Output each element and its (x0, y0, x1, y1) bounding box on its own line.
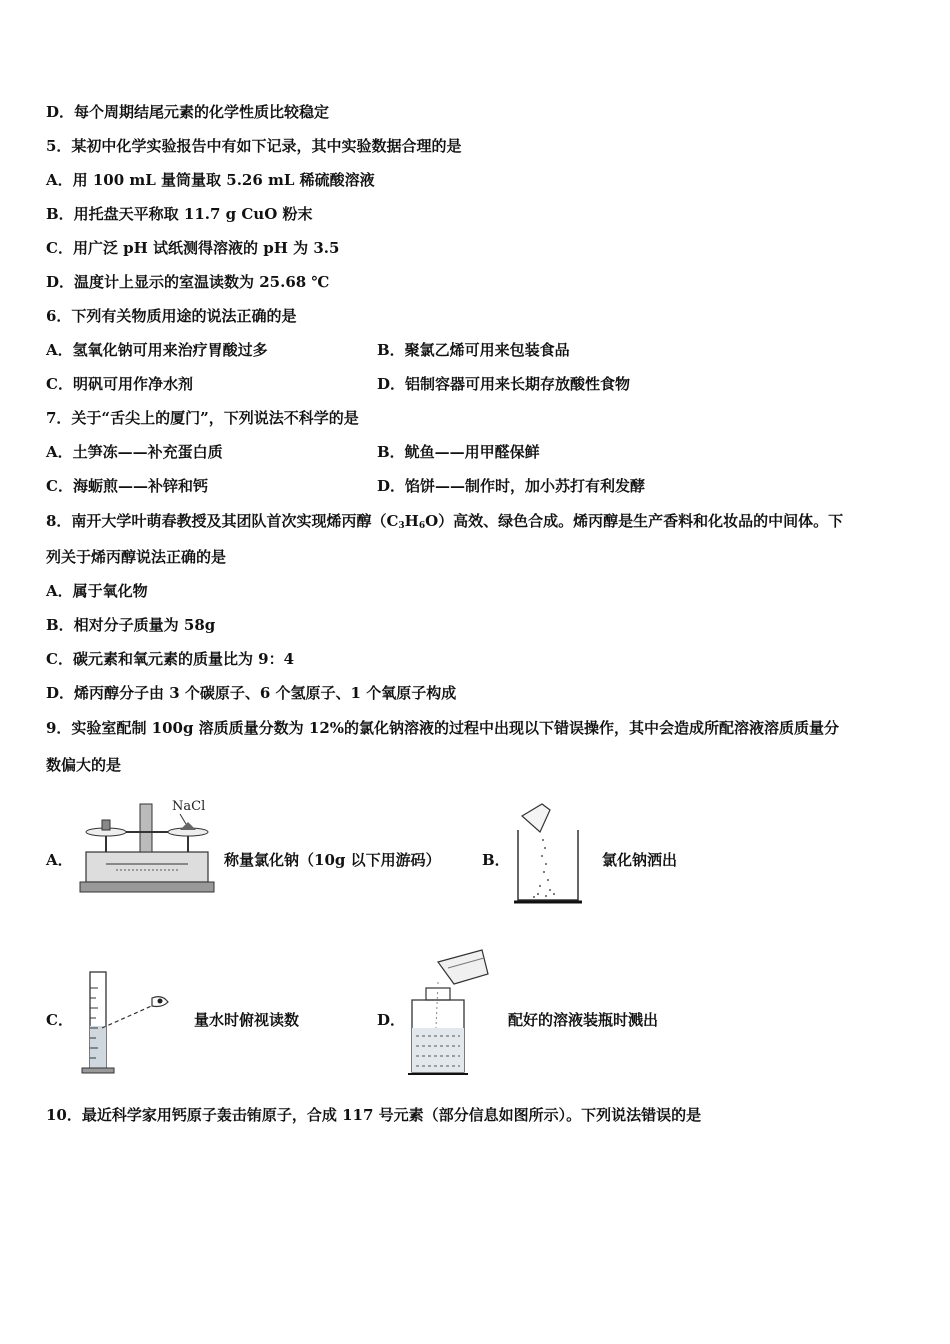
q8-h: H (404, 512, 419, 530)
q8-option-d: D．烯丙醇分子由 3 个碳原子、6 个氢原子、1 个氧原子构成 (46, 684, 457, 702)
q6-option-b: B．聚氯乙烯可用来包装食品 (377, 341, 570, 359)
q9-option-c-letter: C． (46, 1011, 73, 1029)
q7-option-c: C．海蛎煎——补锌和钙 (46, 477, 208, 495)
q6-option-d: D．铝制容器可用来长期存放酸性食物 (377, 375, 631, 393)
q8-stem-line1 (46, 511, 843, 536)
q9-option-b-caption: 氯化钠洒出 (602, 851, 678, 869)
q9-option-b-letter: B． (482, 851, 510, 869)
q9-option-d-letter: D． (377, 1011, 406, 1029)
q5-option-d: D．温度计上显示的室温读数为 25.68 ℃ (46, 273, 330, 291)
q5-option-a: A．用 100 mL 量筒量取 5.26 mL 稀硫酸溶液 (46, 171, 375, 189)
q8-stem-part1: 8．南开大学叶萌春教授及其团队首次实现烯丙醇（C (46, 512, 399, 530)
q7-stem: 7．关于“舌尖上的厦门”，下列说法不科学的是 (46, 409, 359, 427)
q8-subscript-3: 3 (398, 521, 405, 531)
q4-option-d: D．每个周期结尾元素的化学性质比较稳定 (46, 103, 330, 121)
q9-option-a-letter: A． (46, 851, 73, 869)
q6-option-a: A．氢氧化钠可用来治疗胃酸过多 (46, 341, 268, 359)
q8-option-c: C．碳元素和氧元素的质量比为 9：4 (46, 650, 295, 668)
q5-stem: 5．某初中化学实验报告中有如下记录，其中实验数据合理的是 (46, 137, 462, 155)
q7-option-b: B．鱿鱼——用甲醛保鲜 (377, 443, 540, 461)
nacl-label: NaCl (172, 799, 206, 814)
q9-stem-line1: 9．实验室配制 100g 溶质质量分数为 12%的氯化钠溶液的过程中出现以下错误操作，其中会造成所配溶液溶质质量分 (46, 719, 840, 737)
q8-stem-line2: 列关于烯丙醇说法正确的是 (46, 548, 227, 566)
bottle-pour-illustration (404, 944, 490, 1076)
q5-option-c: C．用广泛 pH 试纸测得溶液的 pH 为 3.5 (46, 239, 340, 257)
q7-option-a: A．土笋冻——补充蛋白质 (46, 443, 223, 461)
q9-option-c-caption: 量水时俯视读数 (194, 1011, 300, 1029)
cylinder-reading-illustration (78, 968, 174, 1076)
q8-option-b: B．相对分子质量为 58g (46, 616, 216, 634)
q10-stem: 10．最近科学家用钙原子轰击铕原子，合成 117 号元素（部分信息如图所示）。下列说法错误的是 (46, 1106, 702, 1124)
q9-option-d-caption: 配好的溶液装瓶时溅出 (508, 1011, 659, 1029)
q8-option-a: A．属于氧化物 (46, 582, 148, 600)
q8-subscript-6: 6 (418, 521, 426, 531)
q9-stem-line2: 数偏大的是 (46, 756, 122, 774)
balance-illustration (76, 792, 218, 900)
q6-option-c: C．明矾可用作净水剂 (46, 375, 193, 393)
q6-stem: 6．下列有关物质用途的说法正确的是 (46, 307, 297, 325)
q8-stem-part2: O）高效、绿色合成。烯丙醇是生产香料和化妆品的中间体。下 (425, 512, 844, 530)
q5-option-b: B．用托盘天平称取 11.7 g CuO 粉末 (46, 205, 313, 223)
q9-option-a-caption: 称量氯化钠（10g 以下用游码） (224, 851, 441, 869)
q7-option-d: D．馅饼——制作时，加小苏打有利发酵 (377, 477, 646, 495)
beaker-spill-illustration (510, 796, 586, 906)
